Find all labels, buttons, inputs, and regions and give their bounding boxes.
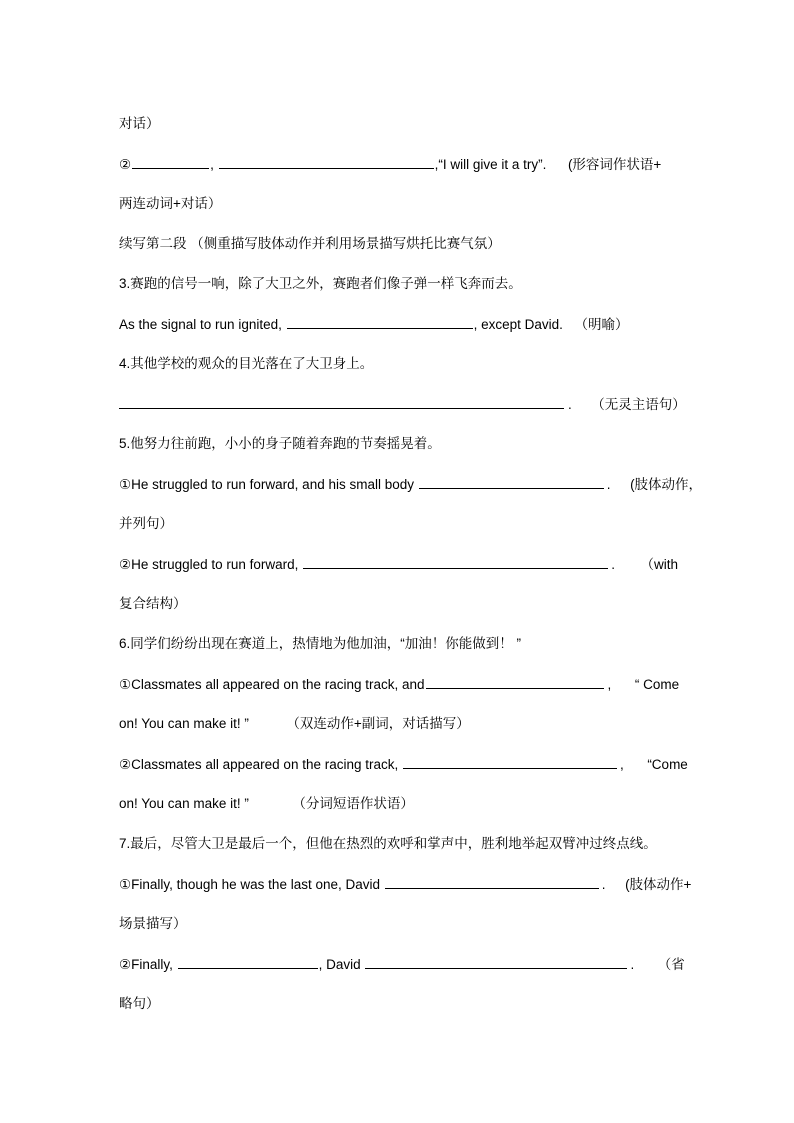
punctuation: . — [601, 877, 606, 892]
text: 略句） — [119, 996, 160, 1011]
exercise-item — [119, 554, 679, 574]
sentence-start: ①Finally, though he was the last one, David — [119, 877, 380, 892]
punctuation: . — [606, 477, 611, 492]
hint-note: （无灵主语句） — [591, 397, 686, 412]
text: 3.赛跑的信号一响，除了大卫之外，赛跑者们像子弹一样飞奔而去。 — [119, 276, 522, 291]
punctuation: . — [568, 397, 572, 412]
text: 7.最后，尽管大卫是最后一个，但他在热烈的欢呼和掌声中，胜利地举起双臂冲过终点线。 — [119, 836, 657, 851]
text: 5.他努力往前跑，小小的身子随着奔跑的节奏摇晃着。 — [119, 436, 441, 451]
sentence-middle: , David — [318, 957, 361, 972]
hint-note: （省 — [657, 957, 685, 972]
answer-blank[interactable] — [419, 474, 604, 489]
punctuation: . — [611, 557, 615, 572]
hint-note: (肢体动作， — [630, 477, 703, 492]
continuation-text — [119, 994, 675, 1014]
exercise-item — [119, 394, 686, 414]
exercise-item — [119, 674, 680, 694]
answer-blank[interactable] — [132, 154, 209, 169]
punctuation: , — [210, 157, 214, 172]
text: 对话） — [119, 116, 160, 131]
exercise-item — [119, 874, 692, 894]
continuation-text — [119, 794, 675, 814]
exercise-item — [119, 954, 685, 974]
answer-blank[interactable] — [365, 954, 627, 969]
sentence-start: ②He struggled to run forward, — [119, 557, 299, 572]
answer-blank[interactable] — [219, 154, 434, 169]
answer-blank[interactable] — [287, 314, 473, 329]
sentence-start: ①He struggled to run forward, and his small body — [119, 477, 414, 492]
text: 复合结构） — [119, 596, 187, 611]
punctuation: , — [607, 677, 612, 692]
question-prompt — [119, 834, 675, 854]
section-heading — [119, 234, 675, 254]
punctuation: . — [630, 957, 635, 972]
text: 4.其他学校的观众的目光落在了大卫身上。 — [119, 356, 374, 371]
quoted-dialogue: ,“I will give it a try”. — [434, 157, 547, 172]
quoted-dialogue: “Come — [647, 757, 688, 772]
continuation-text — [119, 114, 675, 134]
dialogue-end: on! You can make it! ” — [119, 796, 249, 811]
sentence-start: ①Classmates all appeared on the racing track, and — [119, 677, 425, 692]
sentence-start: ②Finally, — [119, 957, 173, 972]
text: 场景描写） — [119, 916, 187, 931]
answer-blank[interactable] — [178, 954, 318, 969]
text: 两连动词+对话） — [119, 196, 222, 211]
answer-blank[interactable] — [303, 554, 608, 569]
exercise-item — [119, 754, 688, 774]
question-prompt — [119, 434, 675, 454]
punctuation: , — [620, 757, 624, 772]
text: 续写第二段 （侧重描写肢体动作并利用场景描写烘托比赛气氛） — [119, 236, 501, 251]
sentence-start: ②Classmates all appeared on the racing track, — [119, 757, 399, 772]
exercise-item — [119, 474, 703, 494]
question-prompt — [119, 634, 675, 654]
answer-blank[interactable] — [426, 674, 604, 689]
exercise-item — [119, 154, 675, 174]
continuation-text — [119, 194, 675, 214]
exercise-item — [119, 314, 675, 334]
hint-note: （with — [640, 557, 679, 572]
question-prompt — [119, 354, 675, 374]
continuation-text — [119, 914, 675, 934]
sentence-end: , except David. — [473, 317, 563, 332]
hint-note: (肢体动作+ — [625, 877, 692, 892]
hint-note: （双连动作+副词，对话描写） — [286, 716, 470, 731]
answer-blank[interactable] — [403, 754, 617, 769]
text: 6.同学们纷纷出现在赛道上，热情地为他加油，“加油！你能做到！ ” — [119, 636, 521, 651]
continuation-text — [119, 594, 675, 614]
dialogue-end: on! You can make it! ” — [119, 716, 249, 731]
quoted-dialogue: “ Come — [634, 677, 680, 692]
continuation-text — [119, 514, 675, 534]
hint-note: （明喻） — [574, 317, 629, 332]
continuation-text — [119, 714, 675, 734]
text: 并列句） — [119, 516, 173, 531]
question-prompt — [119, 274, 675, 294]
item-number: ② — [119, 157, 132, 172]
sentence-start: As the signal to run ignited, — [119, 317, 282, 332]
hint-note: （分词短语作状语） — [292, 796, 414, 811]
hint-note: (形容词作状语+ — [567, 157, 662, 172]
answer-blank[interactable] — [385, 874, 599, 889]
answer-blank[interactable] — [119, 394, 564, 409]
